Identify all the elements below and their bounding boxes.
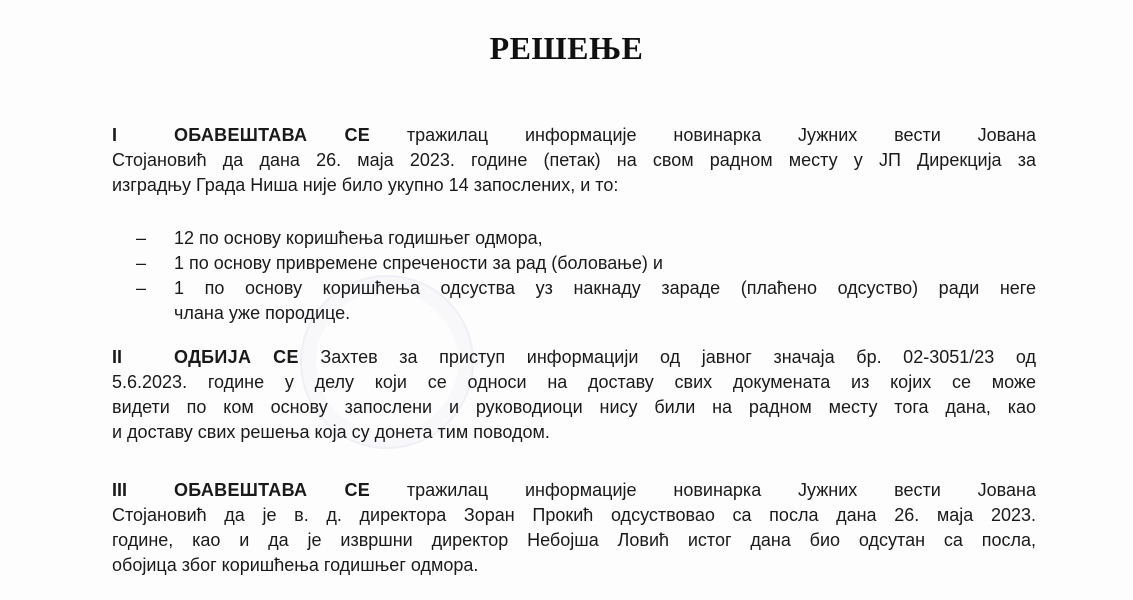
section-2-lead: ОДБИЈА СЕ bbox=[174, 347, 299, 367]
absence-list bbox=[136, 226, 1036, 326]
section-3 bbox=[112, 478, 1036, 578]
section-2 bbox=[112, 345, 1036, 445]
section-3-number: III bbox=[112, 480, 128, 500]
section-1-number: I bbox=[112, 125, 118, 145]
section-2-line-1 bbox=[112, 345, 1036, 370]
section-1-line-2: Стојановић да дана 26. маја 2023. године (петак) на свом радном месту у ЈП Дирекција за bbox=[112, 150, 1036, 170]
list-item bbox=[136, 251, 1036, 276]
section-2-text: Захтев за приступ информацији од јавног значаја бр. 02-3051/23 од bbox=[320, 347, 1036, 367]
section-3-line-4: обојица због коришћења годишњег одмора. bbox=[112, 555, 479, 575]
section-3-line-3: године, као и да је извршни директор Небојша Ловић истог дана био одсутан са посла, bbox=[112, 530, 1036, 550]
list-item-text: 12 по основу коришћења годишњег одмора, bbox=[174, 228, 543, 248]
section-3-lead: ОБАВЕШТАВА СЕ bbox=[174, 480, 371, 500]
list-item bbox=[136, 226, 1036, 251]
list-item-text: 1 по основу коришћења одсуства уз накнаду зараде (плаћено одсуство) ради неге bbox=[174, 278, 1036, 298]
section-1-line-1 bbox=[112, 123, 1036, 148]
list-item-text-continued: члана уже породице. bbox=[174, 303, 351, 323]
dash-bullet: – bbox=[136, 228, 147, 248]
section-1-text: тражилац информације новинарка Јужних вести Јована bbox=[406, 125, 1036, 145]
dash-bullet: – bbox=[136, 253, 147, 273]
dash-bullet: – bbox=[136, 278, 147, 298]
section-3-text: тражилац информације новинарка Јужних вести Јована bbox=[406, 480, 1036, 500]
section-2-line-3: видети по ком основу запослени и руководиоци нису били на радном месту тога дана, као bbox=[112, 397, 1036, 417]
section-1-line-3: изградњу Града Ниша није било укупно 14 запослених, и то: bbox=[112, 175, 619, 195]
section-3-line-1 bbox=[112, 478, 1036, 503]
list-item-text: 1 по основу привремене спречености за рад (боловање) и bbox=[174, 253, 663, 273]
section-1-lead: ОБАВЕШТАВА СЕ bbox=[174, 125, 371, 145]
section-2-number: II bbox=[112, 347, 123, 367]
document-title: РЕШЕЊЕ bbox=[489, 30, 644, 66]
section-2-line-2: 5.6.2023. године у делу који се односи на доставу свих докумената из којих се може bbox=[112, 372, 1036, 392]
section-1 bbox=[112, 123, 1036, 198]
section-2-line-4: и доставу свих решења која су донета тим поводом. bbox=[112, 422, 550, 442]
section-3-line-2: Стојановић да је в. д. директора Зоран Прокић одсуствовао са посла дана 26. маја 2023. bbox=[112, 505, 1036, 525]
list-item bbox=[136, 276, 1036, 326]
